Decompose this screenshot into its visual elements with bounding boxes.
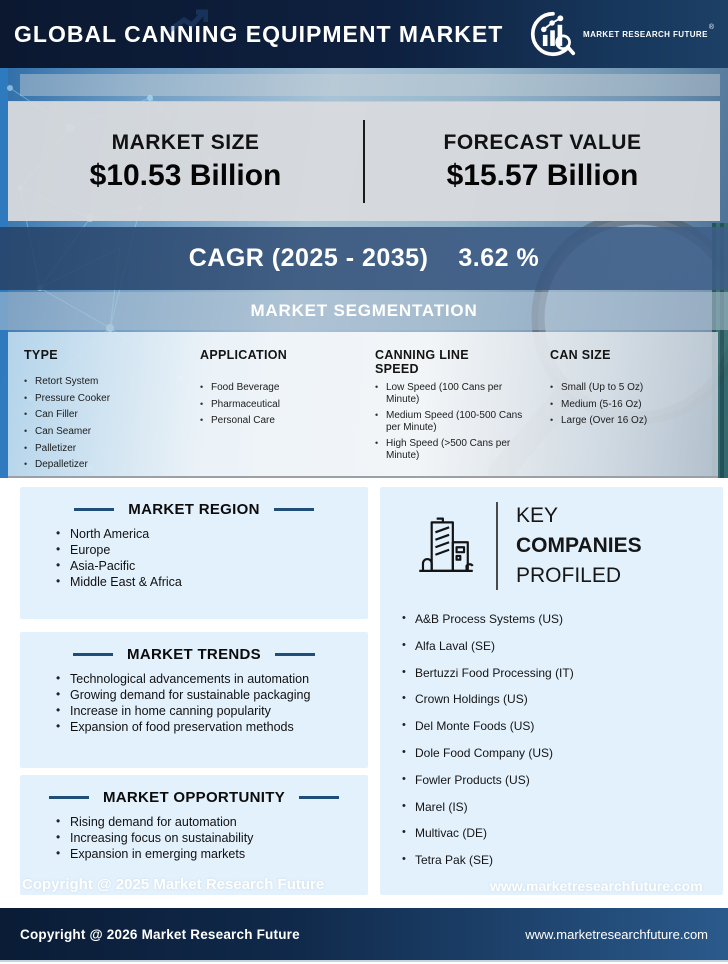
hero-background xyxy=(0,68,728,478)
list-item: • Asia-Pacific xyxy=(56,560,368,573)
list-item: • Palletizer xyxy=(24,443,186,455)
market-size-label: MARKET SIZE xyxy=(111,130,260,154)
list-item: • Depalletizer xyxy=(24,459,186,471)
market-region-list xyxy=(56,528,368,589)
list-item: • Medium (5-16 Oz) xyxy=(550,399,712,411)
title-dash xyxy=(275,653,315,656)
list-item: • Marel (IS) xyxy=(402,801,723,813)
segmentation-column-title: APPLICATION xyxy=(200,348,288,362)
segmentation-column-can-size xyxy=(550,348,708,476)
list-item: • Personal Care xyxy=(200,415,362,427)
title-dash xyxy=(299,796,339,799)
segmentation-column-application xyxy=(200,348,375,476)
mrf-logo-icon xyxy=(530,11,576,57)
companies-list xyxy=(402,613,723,866)
list-item: • Growing demand for sustainable packaging xyxy=(56,689,368,702)
list-item: • Europe xyxy=(56,544,368,557)
header-bar xyxy=(0,0,728,68)
market-region-title: MARKET REGION xyxy=(128,501,260,518)
segmentation-header-band xyxy=(0,292,728,330)
list-item: • Can Filler xyxy=(24,409,186,421)
list-item: • Food Beverage xyxy=(200,382,362,394)
brand-logo xyxy=(530,11,714,57)
segmentation-column-title: TYPE xyxy=(24,348,58,362)
list-item: • Bertuzzi Food Processing (IT) xyxy=(402,667,723,679)
title-dash xyxy=(73,653,113,656)
segmentation-title: MARKET SEGMENTATION xyxy=(250,301,478,320)
watermark-copyright: Copyright @ 2025 Market Research Future xyxy=(22,876,325,893)
companies-header-divider xyxy=(496,502,498,590)
page-title: GLOBAL CANNING EQUIPMENT MARKET xyxy=(14,20,504,47)
title-dash xyxy=(274,508,314,511)
cagr-label: CAGR (2025 - 2035) xyxy=(188,244,429,272)
list-item: • Alfa Laval (SE) xyxy=(402,640,723,652)
trend-arrow-icon xyxy=(168,8,208,34)
buildings-icon xyxy=(418,513,474,579)
market-trends-title: MARKET TRENDS xyxy=(127,646,261,663)
footer-bar xyxy=(0,908,728,962)
list-item: • Small (Up to 5 Oz) xyxy=(550,382,712,394)
list-item: • Expansion in emerging markets xyxy=(56,848,368,861)
key-companies-title-line1: KEY xyxy=(516,504,559,527)
cagr-band xyxy=(0,227,728,290)
list-item: • Retort System xyxy=(24,376,186,388)
segmentation-column-list xyxy=(375,382,537,467)
market-trends-list xyxy=(56,673,368,734)
list-item: • Pressure Cooker xyxy=(24,393,186,405)
forecast-value-block xyxy=(365,102,720,221)
panel-title-row xyxy=(20,632,368,663)
footer-website: www.marketresearchfuture.com xyxy=(525,926,708,942)
panel-title-row xyxy=(20,775,368,806)
list-item: • Dole Food Company (US) xyxy=(402,747,723,759)
list-item: • Fowler Products (US) xyxy=(402,774,723,786)
list-item: • Increase in home canning popularity xyxy=(56,705,368,718)
key-companies-panel xyxy=(380,487,723,895)
list-item: • High Speed (>500 Cans per Minute) xyxy=(375,438,537,461)
title-dash xyxy=(49,796,89,799)
cagr-value: 3.62 % xyxy=(458,244,540,272)
key-companies-header xyxy=(380,487,723,591)
list-item: • Middle East & Africa xyxy=(56,576,368,589)
key-companies-title xyxy=(516,501,642,591)
segmentation-column-canning-line-speed xyxy=(375,348,550,476)
brand-logo-text: MARKET RESEARCH FUTURE xyxy=(583,29,708,39)
list-item: • Pharmaceutical xyxy=(200,399,362,411)
panel-title-row xyxy=(20,487,368,518)
list-item: • Del Monte Foods (US) xyxy=(402,720,723,732)
segmentation-column-type xyxy=(24,348,200,476)
market-trends-panel xyxy=(20,632,368,768)
list-item: • Increasing focus on sustainability xyxy=(56,832,368,845)
forecast-value-value: $15.57 Billion xyxy=(446,158,639,192)
segmentation-column-title: CANNING LINE SPEED xyxy=(375,348,469,376)
list-item: • Can Seamer xyxy=(24,426,186,438)
segmentation-panel xyxy=(8,332,718,478)
list-item: • Large (Over 16 Oz) xyxy=(550,415,712,427)
list-item: • Tetra Pak (SE) xyxy=(402,854,723,866)
list-item: • North America xyxy=(56,528,368,541)
list-item: • Multivac (DE) xyxy=(402,827,723,839)
segmentation-column-list xyxy=(24,376,186,476)
market-size-value: $10.53 Billion xyxy=(89,158,282,192)
market-opportunity-title: MARKET OPPORTUNITY xyxy=(102,789,286,806)
list-item: • Low Speed (100 Cans per Minute) xyxy=(375,382,537,405)
list-item: • Rising demand for automation xyxy=(56,816,368,829)
list-item: • Expansion of food preservation methods xyxy=(56,721,368,734)
list-item: • Technological advancements in automation xyxy=(56,673,368,686)
list-item: • Medium Speed (100-500 Cans per Minute) xyxy=(375,410,537,433)
segmentation-column-list xyxy=(200,382,362,432)
list-item: • Crown Holdings (US) xyxy=(402,693,723,705)
list-item: • A&B Process Systems (US) xyxy=(402,613,723,625)
key-companies-title-line2: COMPANIES xyxy=(516,534,642,557)
title-dash xyxy=(74,508,114,511)
market-opportunity-list xyxy=(56,816,368,861)
segmentation-column-list xyxy=(550,382,712,432)
segmentation-column-title: CAN SIZE xyxy=(550,348,611,362)
stats-panel xyxy=(8,101,720,221)
key-companies-title-line3: PROFILED xyxy=(516,564,622,587)
forecast-value-label: FORECAST VALUE xyxy=(443,130,642,154)
market-region-panel xyxy=(20,487,368,619)
watermark-website: www.marketresearchfuture.com xyxy=(490,878,703,894)
footer-copyright: Copyright @ 2026 Market Research Future xyxy=(20,926,300,942)
market-size-block xyxy=(8,102,363,221)
registered-mark: ® xyxy=(708,23,714,31)
